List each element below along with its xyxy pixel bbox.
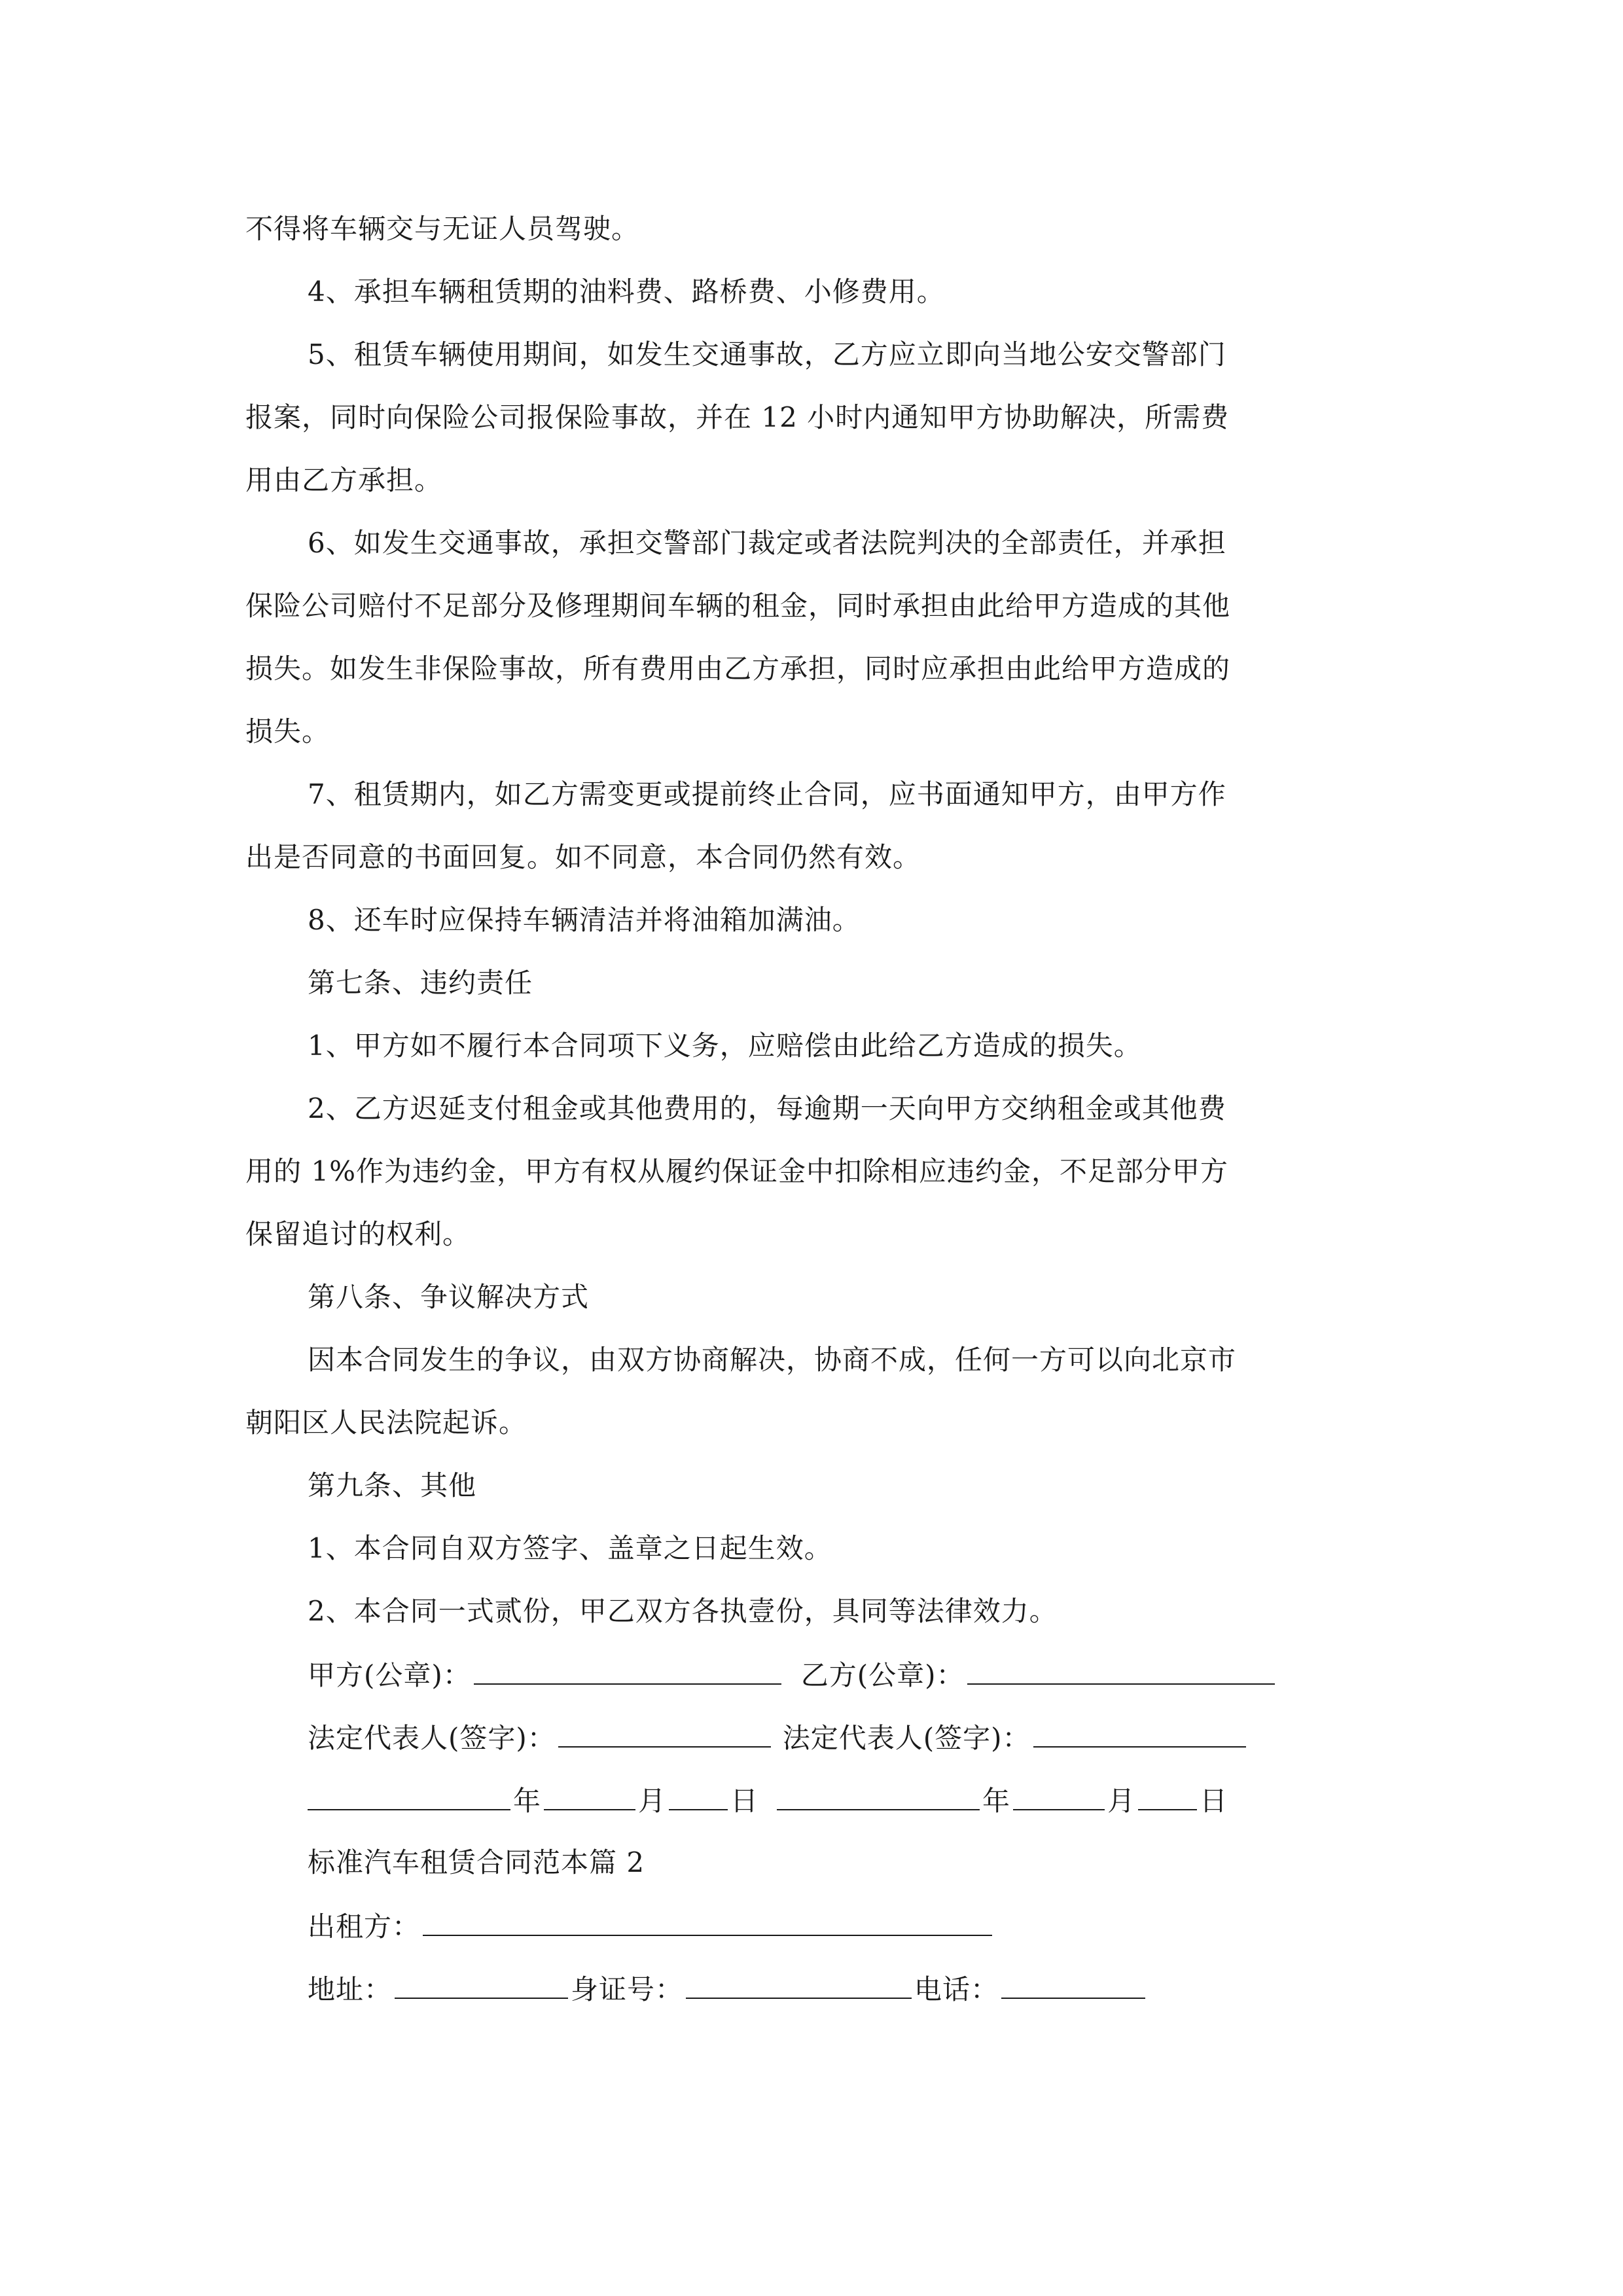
paragraph-line: 保险公司赔付不足部分及修理期间车辆的租金，同时承担由此给甲方造成的其他 xyxy=(245,590,1231,622)
paragraph-line: 保留追讨的权利。 xyxy=(245,1218,471,1250)
address-label: 地址： xyxy=(308,1973,393,2005)
section2-title: 标准汽车租赁合同范本篇 2 xyxy=(308,1846,645,1878)
date-b-day-blank[interactable] xyxy=(1138,1780,1197,1810)
party-a-seal-blank[interactable] xyxy=(474,1655,781,1685)
paragraph-line: 用的 1%作为违约金，甲方有权从履约保证金中扣除相应违约金，不足部分甲方 xyxy=(245,1155,1228,1187)
party-b-seal-label: 乙方(公章)： xyxy=(800,1659,965,1691)
paragraph-line: 2、本合同一式贰份，甲乙双方各执壹份，具同等法律效力。 xyxy=(308,1595,1058,1627)
section-heading: 第九条、其他 xyxy=(308,1469,477,1501)
paragraph-line: 6、如发生交通事故，承担交警部门裁定或者法院判决的全部责任，并承担 xyxy=(308,527,1226,559)
party-a-seal-label: 甲方(公章)： xyxy=(308,1659,471,1691)
day-label: 日 xyxy=(730,1785,759,1817)
rep-b-label: 法定代表人(签字)： xyxy=(782,1722,1031,1754)
paragraph-line: 朝阳区人民法院起诉。 xyxy=(245,1407,527,1439)
month-label: 月 xyxy=(638,1785,667,1817)
signature-date-row xyxy=(308,1780,1228,1821)
year-label: 年 xyxy=(513,1785,542,1817)
phone-blank[interactable] xyxy=(1001,1969,1145,1999)
date-a-day-blank[interactable] xyxy=(669,1780,728,1810)
date-a-year-blank[interactable] xyxy=(308,1780,510,1810)
paragraph-line: 报案，同时向保险公司报保险事故，并在 12 小时内通知甲方协助解决，所需费 xyxy=(245,401,1230,433)
party-b-seal-blank[interactable] xyxy=(967,1655,1275,1685)
date-a-month-blank[interactable] xyxy=(544,1780,635,1810)
section-heading: 第八条、争议解决方式 xyxy=(308,1281,590,1313)
paragraph-line: 7、租赁期内，如乙方需变更或提前终止合同，应书面通知甲方，由甲方作 xyxy=(308,778,1226,810)
paragraph-line: 用由乙方承担。 xyxy=(245,464,443,496)
rep-a-label: 法定代表人(签字)： xyxy=(308,1722,556,1754)
signature-seal-row xyxy=(308,1655,1277,1695)
date-b-year-blank[interactable] xyxy=(777,1780,980,1810)
lessor-label: 出租方： xyxy=(308,1910,421,1943)
year-label: 年 xyxy=(982,1785,1011,1817)
date-b-month-blank[interactable] xyxy=(1013,1780,1105,1810)
phone-label: 电话： xyxy=(914,1973,999,2005)
rep-a-blank[interactable] xyxy=(558,1717,771,1748)
address-blank[interactable] xyxy=(395,1969,568,1999)
paragraph-line: 5、租赁车辆使用期间，如发生交通事故，乙方应立即向当地公安交警部门 xyxy=(308,338,1226,370)
paragraph-line: 损失。 xyxy=(245,715,330,747)
paragraph-line: 2、乙方迟延支付租金或其他费用的，每逾期一天向甲方交纳租金或其他费 xyxy=(308,1092,1226,1124)
month-label: 月 xyxy=(1107,1785,1136,1817)
id-blank[interactable] xyxy=(686,1969,912,1999)
lessor-blank[interactable] xyxy=(423,1906,992,1936)
paragraph-line: 4、承担车辆租赁期的油料费、路桥费、小修费用。 xyxy=(308,276,945,308)
lessor-row xyxy=(308,1906,995,1946)
paragraph-line: 因本合同发生的争议，由双方协商解决，协商不成，任何一方可以向北京市 xyxy=(308,1344,1237,1376)
id-label: 身证号： xyxy=(571,1973,684,2005)
paragraph-line: 1、本合同自双方签字、盖章之日起生效。 xyxy=(308,1532,832,1564)
contact-row xyxy=(308,1969,1148,2009)
signature-rep-row xyxy=(308,1717,1249,1758)
paragraph-line: 不得将车辆交与无证人员驾驶。 xyxy=(245,213,640,245)
rep-b-blank[interactable] xyxy=(1033,1717,1246,1748)
section-heading: 第七条、违约责任 xyxy=(308,967,533,999)
paragraph-line: 8、还车时应保持车辆清洁并将油箱加满油。 xyxy=(308,904,861,936)
paragraph-line: 出是否同意的书面回复。如不同意，本合同仍然有效。 xyxy=(245,841,921,873)
day-label: 日 xyxy=(1200,1785,1228,1817)
paragraph-line: 1、甲方如不履行本合同项下义务，应赔偿由此给乙方造成的损失。 xyxy=(308,1030,1142,1062)
paragraph-line: 损失。如发生非保险事故，所有费用由乙方承担，同时应承担由此给甲方造成的 xyxy=(245,653,1231,685)
